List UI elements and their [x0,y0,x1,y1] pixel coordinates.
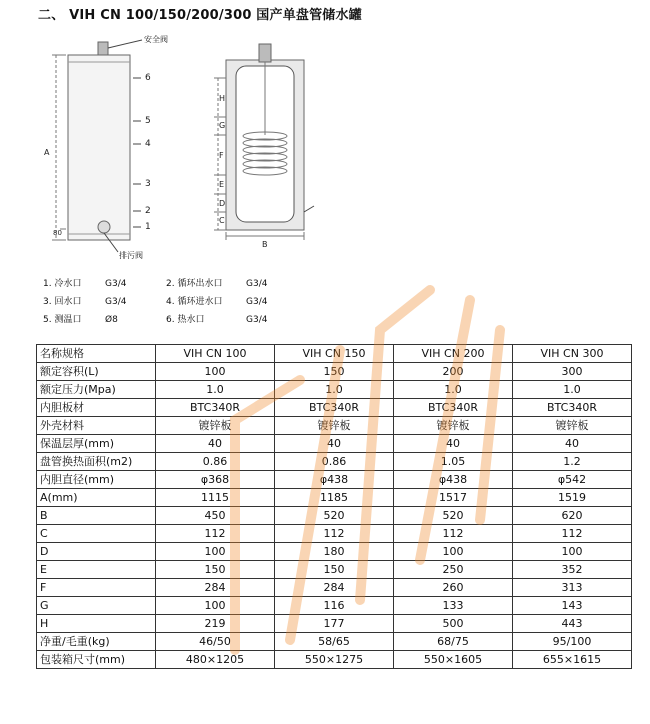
dim-h-label: H [219,94,226,103]
table-row [37,651,632,669]
row-label-cell: 额定容积(L) [37,363,156,381]
row-label-cell: A(mm) [37,489,156,507]
dim-b-label: B [262,240,268,249]
value-cell: 40 [513,435,632,453]
tank-diagrams [0,0,650,270]
port-item: 2. 循环出水口 G3/4 [166,279,268,289]
table-row [37,507,632,525]
table-row [37,471,632,489]
value-cell: 352 [513,561,632,579]
value-cell: 46/50 [156,633,275,651]
value-cell: 1.2 [513,453,632,471]
dim-g-label: G [219,121,226,130]
value-cell: 150 [275,561,394,579]
port-number-5: 5 [145,116,151,126]
value-cell: 480×1205 [156,651,275,669]
value-cell: 1519 [513,489,632,507]
table-row [37,435,632,453]
value-cell: 0.86 [275,453,394,471]
value-cell: 0.86 [156,453,275,471]
value-cell: 550×1275 [275,651,394,669]
safety-valve-label: 安全阀 [144,35,168,44]
header-cell: VIH CN 200 [394,345,513,363]
table-row [37,633,632,651]
port-number-2: 2 [145,206,151,216]
value-cell: 133 [394,597,513,615]
row-label-cell: G [37,597,156,615]
value-cell: 180 [275,543,394,561]
value-cell: 112 [275,525,394,543]
drain-valve-label: 排污阀 [119,251,143,260]
table-row [37,597,632,615]
header-cell: VIH CN 150 [275,345,394,363]
value-cell: 1185 [275,489,394,507]
value-cell: 100 [394,543,513,561]
table-row [37,399,632,417]
port-item: 1. 冷水口 G3/4 [43,279,127,289]
table-header-row [37,345,632,363]
dim-a-label: A [44,148,50,157]
value-cell: 1517 [394,489,513,507]
value-cell: 1.0 [513,381,632,399]
row-label-cell: 外壳材料 [37,417,156,435]
row-label-cell: 保温层厚(mm) [37,435,156,453]
value-cell: 550×1605 [394,651,513,669]
value-cell: 112 [513,525,632,543]
table-row [37,363,632,381]
port-number-1: 1 [145,222,151,232]
row-label-cell: 包装箱尺寸(mm) [37,651,156,669]
value-cell: 40 [394,435,513,453]
port-item: 5. 测温口 Ø8 [43,315,118,325]
exterior-tank-drawing [52,40,142,252]
table-row [37,525,632,543]
row-label-cell: 内胆直径(mm) [37,471,156,489]
table-row [37,453,632,471]
value-cell: 镀锌板 [513,417,632,435]
value-cell: BTC340R [394,399,513,417]
port-item: 3. 回水口 G3/4 [43,297,127,307]
value-cell: 116 [275,597,394,615]
value-cell: 284 [275,579,394,597]
value-cell: 112 [394,525,513,543]
port-item: 6. 热水口 G3/4 [166,315,268,325]
page-heading: 二、 VIH CN 100/150/200/300 国产单盘管储水罐 [38,8,362,23]
value-cell: 250 [394,561,513,579]
value-cell: 镀锌板 [156,417,275,435]
value-cell: φ438 [394,471,513,489]
table-row [37,579,632,597]
row-label-cell: E [37,561,156,579]
value-cell: 520 [275,507,394,525]
row-label-cell: C [37,525,156,543]
dim-d-label: D [219,199,226,208]
row-label-cell: B [37,507,156,525]
value-cell: 95/100 [513,633,632,651]
port-number-4: 4 [145,139,151,149]
value-cell: 100 [156,597,275,615]
row-label-cell: F [37,579,156,597]
row-label-cell: D [37,543,156,561]
value-cell: 镀锌板 [394,417,513,435]
value-cell: 100 [156,363,275,381]
value-cell: 300 [513,363,632,381]
value-cell: 655×1615 [513,651,632,669]
value-cell: 143 [513,597,632,615]
value-cell: 1.05 [394,453,513,471]
spec-table [36,344,632,669]
value-cell: 58/65 [275,633,394,651]
value-cell: 260 [394,579,513,597]
value-cell: 313 [513,579,632,597]
row-label-cell: H [37,615,156,633]
table-row [37,417,632,435]
table-row [37,561,632,579]
header-cell: VIH CN 100 [156,345,275,363]
value-cell: φ438 [275,471,394,489]
value-cell: 520 [394,507,513,525]
value-cell: BTC340R [513,399,632,417]
value-cell: 620 [513,507,632,525]
value-cell: 219 [156,615,275,633]
table-row [37,615,632,633]
value-cell: 443 [513,615,632,633]
value-cell: 40 [156,435,275,453]
value-cell: 1.0 [156,381,275,399]
port-item: 4. 循环进水口 G3/4 [166,297,268,307]
value-cell: 镀锌板 [275,417,394,435]
port-number-3: 3 [145,179,151,189]
value-cell: 112 [156,525,275,543]
value-cell: 1.0 [275,381,394,399]
section-tank-drawing [214,44,314,240]
value-cell: φ368 [156,471,275,489]
value-cell: φ542 [513,471,632,489]
value-cell: 100 [513,543,632,561]
value-cell: BTC340R [275,399,394,417]
value-cell: 40 [275,435,394,453]
value-cell: 500 [394,615,513,633]
row-label-cell: 内胆板材 [37,399,156,417]
row-label-cell: 盘管换热面积(m2) [37,453,156,471]
dim-c-label: C [219,216,225,225]
row-label-cell: 额定压力(Mpa) [37,381,156,399]
dim-80-label: 80 [53,229,62,237]
table-row [37,543,632,561]
value-cell: 177 [275,615,394,633]
value-cell: 1.0 [394,381,513,399]
value-cell: 100 [156,543,275,561]
port-number-6: 6 [145,73,151,83]
header-cell: VIH CN 300 [513,345,632,363]
row-label-cell: 净重/毛重(kg) [37,633,156,651]
dim-f-label: F [219,151,224,160]
value-cell: 1115 [156,489,275,507]
table-row [37,381,632,399]
value-cell: 200 [394,363,513,381]
value-cell: BTC340R [156,399,275,417]
dim-e-label: E [219,180,225,189]
value-cell: 150 [275,363,394,381]
value-cell: 150 [156,561,275,579]
value-cell: 450 [156,507,275,525]
header-cell: 名称规格 [37,345,156,363]
value-cell: 284 [156,579,275,597]
table-row [37,489,632,507]
value-cell: 68/75 [394,633,513,651]
